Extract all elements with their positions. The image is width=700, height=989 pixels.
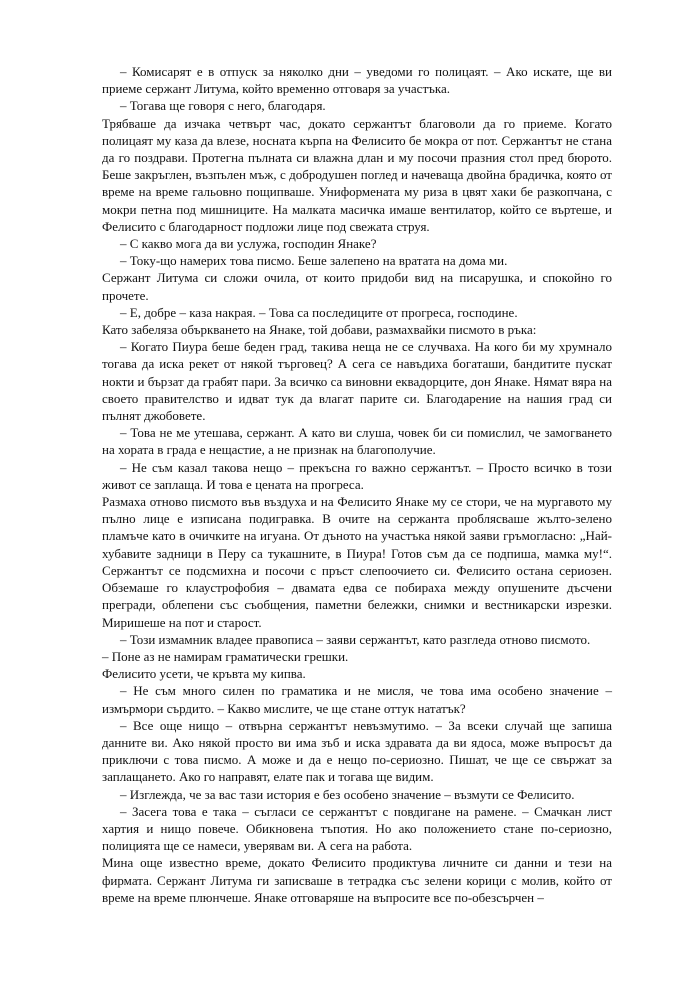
paragraph: Като забеляза объркването на Янаке, той добави, размахвайки писмото в ръка: xyxy=(102,322,537,338)
paragraph: – Е, добре – каза накрая. – Това са последиците от прогреса, господине. xyxy=(120,304,518,320)
document-page xyxy=(102,63,612,906)
paragraph: – Комисарят е в отпуск за няколко дни – уведоми го полицаят. – Ако искате, ще ви приеме сержант Литума, който временно отговаря за участъка. xyxy=(102,64,612,97)
paragraph: Трябваше да изчака четвърт час, докато сержантът благоволи да го приеме. Когато полицаят му каза да влезе, носната кърпа на Фелисито бе мокра от пот. Сержантът не стана да го поздрави. Протегна пълната си влажна длан и му посочи празния стол пред бюрото. Беше закръглен, възпълен мъж, с добродушен поглед и начеваща двойна брадичка, която от време на време гальовно пощипваше. Униформената му риза в цвят хаки бе разкопчана, с мокри петна под мишниците. На малката масичка имаше вентилатор, който се въртеше, и Фелисито с благодарност подложи лице под свежата струя. xyxy=(102,115,612,234)
paragraph: – Когато Пиура беше беден град, такива неща не се случваха. На кого би му хрумнало тогава да иска рекет от някой търговец? А сега се навъдиха богаташи, бандитите пускат нокти и бързат да грабят пари. За всичко са виновни еквадорците, дон Янаке. Нямат вяра на своето правителство и идват тук да влагат парите си. Благодарение на нашия град си пълнят джобовете. xyxy=(102,339,612,424)
paragraph: – С какво мога да ви услужа, господин Янаке? xyxy=(120,236,377,252)
paragraph: – Все още нищо – отвърна сержантът невъзмутимо. – За всеки случай ще запиша данните ви. Ако някой просто ви има зъб и иска здравата да ви ядоса, може въпросът да приключи с това писмо. А може и да е нещо по-сериозно. Пишат, че ще се свържат за заплащането. Ако го направят, елате пак и тогава ще видим. xyxy=(102,717,612,785)
paragraph: – Не съм казал такова нещо – прекъсна го важно сержантът. – Просто всичко в този живот се заплаща. И това е цената на прогреса. xyxy=(102,459,612,492)
paragraph: Сержант Литума си сложи очила, от които придоби вид на писарушка, и спокойно го прочете. xyxy=(102,270,612,303)
paragraph: – Изглежда, че за вас тази история е без особено значение – възмути се Фелисито. xyxy=(120,786,575,802)
paragraph: – Това не ме утешава, сержант. А като ви слуша, човек би си помислил, че замогването на хората в града е нещастие, а не признак на благополучие. xyxy=(102,425,612,458)
paragraph: – Тогава ще говоря с него, благодаря. xyxy=(120,98,326,114)
paragraph: – Не съм много силен по граматика и не мисля, че това има особено значение – измърмори сърдито. – Какво мислите, че ще стане оттук нататък? xyxy=(102,683,612,716)
paragraph: – Поне аз не намирам граматически грешки. xyxy=(102,648,349,664)
paragraph: Размаха отново писмото във въздуха и на Фелисито Янаке му се стори, че на мургавото му пълно лице е изписана подигравка. В очите на сержанта проблясваше жълто-зелено пламъче като в очичките на игуана. От дъното на участъка някой заяви гръмогласно: „Най-хубавите задници в Перу са тукашните, в Пиура! Готов съм да се подпиша, мамка му!“. Сержантът се подсмихна и посочи с пръст слепоочието си. Фелисито остана сериозен. Обземаше го клаустрофобия – двамата едва се побираха между опушените дъсчени прегради, облепени със съобщения, паметни бележки, снимки и вестникарски изрезки. Миришеше на пот и старост. xyxy=(102,494,612,630)
paragraph: – Току-що намерих това писмо. Беше залепено на вратата на дома ми. xyxy=(120,253,508,269)
paragraph: Фелисито усети, че кръвта му кипва. xyxy=(102,666,306,682)
paragraph: Мина още известно време, докато Фелисито продиктува личните си данни и тези на фирмата. Сержант Литума ги записваше в тетрадка със зелени корици с молив, който от време на време плюнчеше. Янаке отговаряше на въпросите все по-обезсърчен – xyxy=(102,855,612,905)
paragraph: – Засега това е така – съгласи се сержантът с повдигане на рамене. – Смачкан лист хартия и нищо повече. Обикновена тъпотия. Но ако положението стане по-сериозно, полицията ще се намеси, уверявам ви. А сега на работа. xyxy=(102,803,612,854)
paragraph: – Този измамник владее правописа – заяви сержантът, като разгледа отново писмото. xyxy=(120,631,591,647)
